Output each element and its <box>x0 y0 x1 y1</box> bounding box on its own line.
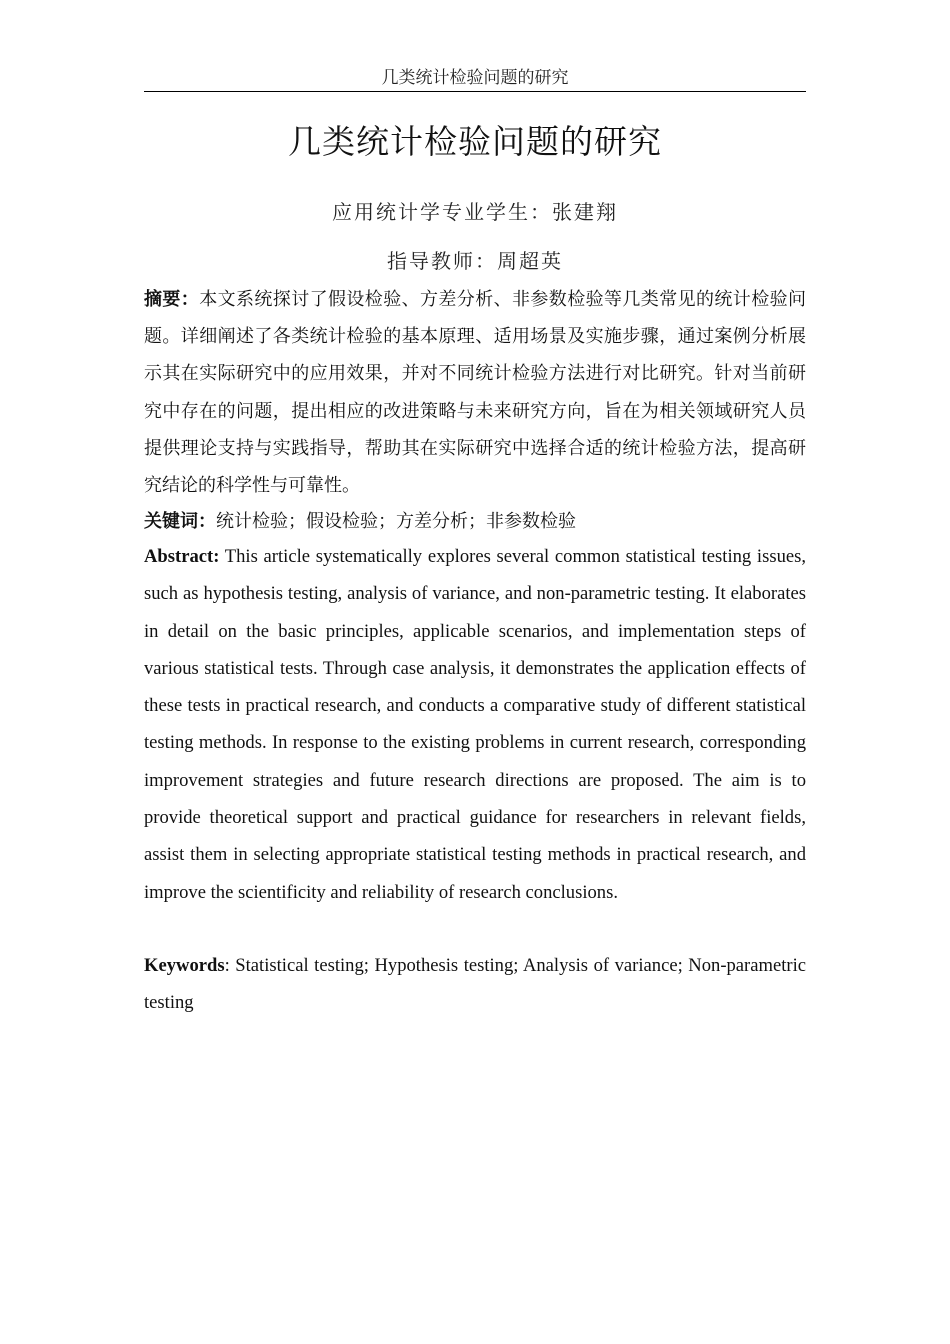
english-abstract-text: This article systematically explores several common statistical testing issues, such as hypothesis testing, analysis of variance, and non-parametric testing. It elaborates in detail on the basic principles, applicable scenarios, and implementation steps of various statistical tests. Through case analysis, it demonstrates the application effects of these tests in practical research, and conducts a comparative study of different statistical testing methods. In response to the existing problems in current research, corresponding improvement strategies and future research directions are proposed. The aim is to provide theoretical support and practical guidance for researchers in relevant fields, assist them in selecting appropriate statistical testing methods in practical research, and improve the scientificity and reliability of research conclusions. <box>144 546 806 903</box>
chinese-keywords-text: 统计检验；假设检验；方差分析；非参数检验 <box>216 511 576 532</box>
english-keywords-label: Keywords <box>144 955 225 976</box>
chinese-abstract-label: 摘要： <box>144 289 200 310</box>
header-rule <box>144 91 806 92</box>
chinese-keywords <box>144 503 806 540</box>
english-keywords <box>144 947 806 1022</box>
chinese-abstract <box>144 281 806 504</box>
english-abstract <box>144 538 806 911</box>
chinese-keywords-label: 关键词： <box>144 511 216 532</box>
english-keywords-text: : Statistical testing; Hypothesis testing; Analysis of variance; Non-parametric testing <box>144 955 806 1014</box>
english-abstract-label: Abstract: <box>144 546 220 567</box>
running-header: 几类统计检验问题的研究 <box>381 68 569 88</box>
advisor-line: 指导教师：周超英 <box>387 249 563 273</box>
paper-title: 几类统计检验问题的研究 <box>288 122 662 161</box>
author-line: 应用统计学专业学生：张建翔 <box>332 200 618 224</box>
chinese-abstract-text: 本文系统探讨了假设检验、方差分析、非参数检验等几类常见的统计检验问题。详细阐述了各类统计检验的基本原理、适用场景及实施步骤，通过案例分析展示其在实际研究中的应用效果，并对不同统计检验方法进行对比研究。针对当前研究中存在的问题，提出相应的改进策略与未来研究方向，旨在为相关领域研究人员提供理论支持与实践指导，帮助其在实际研究中选择合适的统计检验方法，提高研究结论的科学性与可靠性。 <box>144 289 806 497</box>
